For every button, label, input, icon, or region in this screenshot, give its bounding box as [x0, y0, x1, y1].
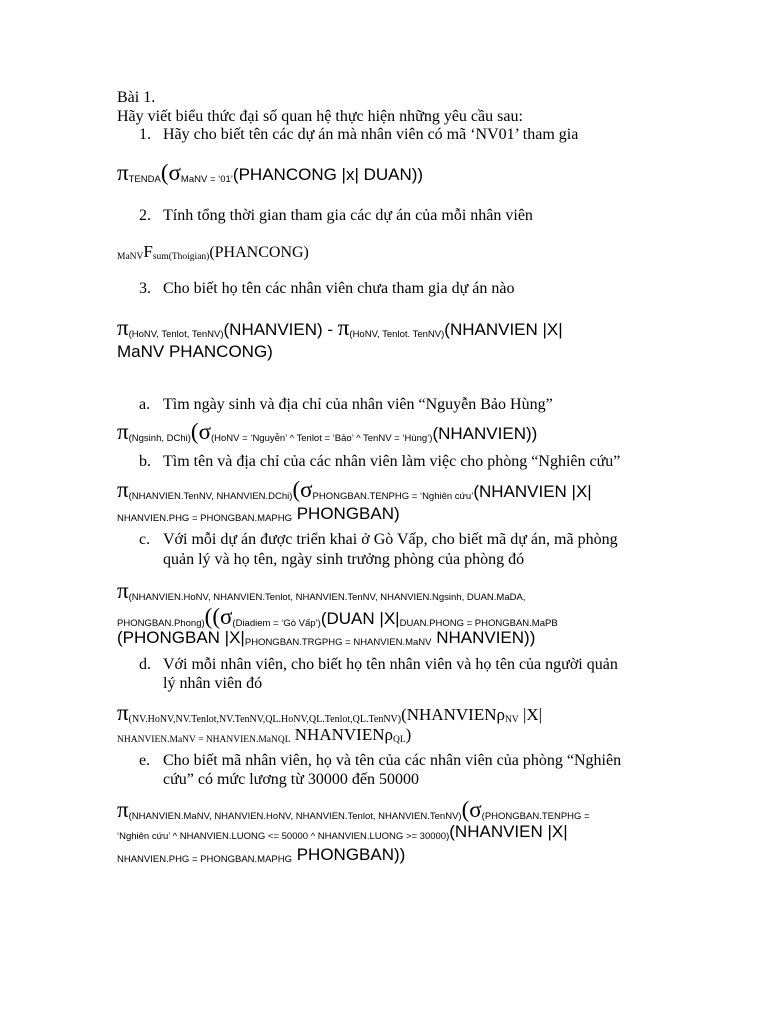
expression-body: (NHANVIEN |X|: [449, 822, 568, 841]
expression-2: [117, 242, 309, 265]
expression-c: [117, 578, 525, 604]
open-paren: (: [190, 419, 199, 444]
selection-condition: ‘Nghiên cứu’ ^ NHANVIEN.LUONG <= 50000 ^ NHANVIEN.LUONG >= 30000): [117, 831, 450, 842]
open-paren: (: [160, 160, 169, 185]
expression-e: [117, 797, 590, 823]
question-2: [139, 206, 533, 226]
sigma-symbol: σ: [168, 160, 181, 185]
exercise-intro: Hãy viết biểu thức đại số quan hệ thực hiện những yêu cầu sau:: [117, 108, 523, 125]
projection-attributes: (NV.HoNV,NV.Tenlot,NV.TenNV,QL.HoNV,QL.Tenlot,QL.TenNV): [128, 714, 402, 725]
expression-d-continuation: [117, 725, 411, 748]
expression-body: (NHANVIEN |X|: [444, 320, 563, 339]
open-paren: (: [204, 604, 213, 629]
question-number: b.: [139, 453, 151, 470]
projection-attributes: (NHANVIEN.HoNV, NHANVIEN.Tenlot, NHANVIEN.TenNV, NHANVIEN.Ngsinh, DUAN.MaDA,: [128, 592, 526, 603]
expression-1: [117, 160, 423, 186]
question-b: [139, 452, 620, 472]
expression-e-line-2: [117, 822, 568, 842]
projection-attributes: (HoNV, Tenlot, TenNV): [128, 329, 224, 340]
rename-alias: NV: [504, 715, 519, 725]
projection-attributes: (NHANVIEN.TenNV, NHANVIEN.DChi): [128, 491, 293, 502]
rename-alias: QL: [392, 735, 406, 745]
pi-symbol: π: [117, 578, 129, 603]
expression-body: (PHANCONG): [209, 244, 309, 261]
aggregate-function-symbol: F: [143, 242, 153, 261]
expression-b-continuation: [117, 504, 400, 524]
selection-condition: (Diadiem = ‘Gò Vấp’): [232, 618, 321, 629]
question-3: [139, 279, 514, 299]
expression-body: NHANVIEN)): [431, 628, 536, 647]
question-e-continuation: cứu” có mức lương từ 30000 đến 50000: [163, 771, 419, 788]
expression-c-line-3: [117, 628, 535, 648]
expression-body: (NHANVIEN: [401, 705, 497, 724]
join-condition: NHANVIEN.MaNV = NHANVIEN.MaNQL: [117, 735, 291, 745]
question-e: [139, 751, 621, 771]
pi-symbol: π: [117, 477, 129, 502]
question-number: 3.: [139, 280, 151, 297]
question-1: [139, 125, 578, 145]
expression-e-line-3: [117, 845, 405, 865]
exercise-title: Bài 1.: [117, 89, 156, 106]
expression-c-line-2: [117, 604, 558, 630]
projection-attributes: PHONGBAN.Phong): [117, 618, 205, 629]
expression-body: (NHANVIEN) -: [223, 320, 338, 339]
expression-body: (NHANVIEN |X|: [473, 482, 592, 501]
question-text: Cho biết họ tên các nhân viên chưa tham gia dự án nào: [163, 280, 515, 297]
question-number: 1.: [139, 126, 151, 143]
question-number: e.: [139, 752, 151, 769]
expression-body: PHONGBAN)): [292, 845, 406, 864]
projection-attributes: (HoNV, Tenlot. TenNV): [349, 329, 445, 340]
question-d: [139, 655, 618, 675]
projection-attributes: (NHANVIEN.MaNV, NHANVIEN.HoNV, NHANVIEN.Tenlot, NHANVIEN.TenNV): [128, 811, 462, 822]
selection-condition: (HoNV = ‘Nguyễn’ ^ Tenlot = ‘Bảo’ ^ TenNV = ‘Hùng’): [211, 433, 433, 444]
pi-symbol: π: [117, 315, 129, 340]
projection-attributes: (Ngsinh, DChi): [128, 433, 191, 444]
question-c: [139, 530, 618, 550]
question-number: a.: [139, 396, 151, 413]
join-condition: PHONGBAN.TRGPHG = NHANVIEN.MaNV: [244, 637, 432, 648]
question-d-continuation: lý nhân viên đó: [163, 675, 263, 692]
pi-symbol: π: [337, 315, 350, 340]
question-text: Tính tổng thời gian tham gia các dự án của mỗi nhân viên: [163, 207, 533, 224]
question-text: Tìm ngày sinh và địa chỉ của nhân viên “Nguyễn Bảo Hùng”: [163, 396, 553, 413]
sigma-symbol: σ: [220, 604, 233, 629]
expression-b: [117, 477, 592, 503]
selection-condition: MaNV = ‘01’: [180, 174, 233, 185]
expression-body: ): [405, 725, 412, 744]
question-number: 2.: [139, 207, 151, 224]
projection-attributes: TENDA: [128, 174, 161, 185]
open-paren: (: [461, 797, 470, 822]
open-paren: (: [212, 604, 220, 629]
question-text: Với mỗi dự án được triển khai ở Gò Vấp, cho biết mã dự án, mã phòng: [163, 531, 618, 548]
expression-body: NHANVIEN: [290, 725, 385, 744]
rho-symbol: ρ: [496, 705, 505, 724]
expression-d: [117, 700, 542, 728]
question-number: c.: [139, 531, 151, 548]
rho-symbol: ρ: [384, 725, 393, 744]
expression-body: (PHANCONG |x| DUAN)): [232, 165, 424, 184]
expression-body: PHONGBAN): [292, 504, 400, 523]
grouping-attribute: MaNV: [117, 252, 144, 262]
expression-a: [117, 419, 537, 445]
expression-body: |X|: [518, 705, 543, 724]
join-condition: NHANVIEN.PHG = PHONGBAN.MAPHG: [117, 513, 292, 524]
question-text: Với mỗi nhân viên, cho biết họ tên nhân viên và họ tên của người quản: [163, 656, 618, 673]
question-text: Cho biết mã nhân viên, họ và tên của các nhân viên của phòng “Nghiên: [163, 752, 622, 769]
question-text: Hãy cho biết tên các dự án mà nhân viên có mã ‘NV01’ tham gia: [163, 126, 579, 143]
sigma-symbol: σ: [469, 797, 482, 822]
expression-body: (NHANVIEN)): [432, 424, 538, 443]
aggregate-function: sum(Thoigian): [152, 252, 210, 262]
selection-condition: (PHONGBAN.TENPHG =: [481, 811, 590, 822]
expression-3-continuation: MaNV PHANCONG): [117, 342, 273, 361]
join-condition: DUAN.PHONG = PHONGBAN.MaPB: [399, 618, 558, 629]
expression-3: [117, 315, 563, 341]
pi-symbol: π: [117, 160, 129, 185]
open-paren: (: [292, 477, 301, 502]
question-text: Tìm tên và địa chỉ của các nhân viên làm việc cho phòng “Nghiên cứu”: [163, 453, 621, 470]
pi-symbol: π: [117, 797, 129, 822]
question-c-continuation: quản lý và họ tên, ngày sinh trưởng phòng của phòng đó: [163, 551, 525, 568]
selection-condition: PHONGBAN.TENPHG = ‘Nghiên cứu’: [312, 491, 474, 502]
pi-symbol: π: [117, 700, 129, 725]
pi-symbol: π: [117, 419, 129, 444]
expression-body: (DUAN |X|: [320, 609, 400, 628]
join-condition: NHANVIEN.PHG = PHONGBAN.MAPHG: [117, 854, 292, 865]
expression-body: (PHONGBAN |X|: [117, 628, 245, 647]
sigma-symbol: σ: [300, 477, 313, 502]
sigma-symbol: σ: [198, 419, 211, 444]
question-number: d.: [139, 656, 151, 673]
question-a: [139, 395, 553, 415]
